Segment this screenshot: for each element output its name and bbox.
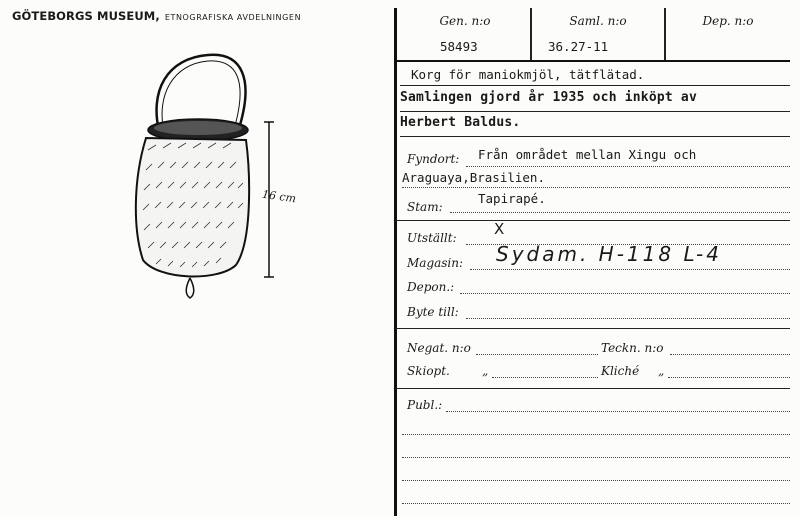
saml-number-label: Saml. n:o bbox=[569, 14, 627, 28]
utstallt-mark: X bbox=[494, 220, 505, 238]
publ-label: Publ.: bbox=[407, 398, 443, 412]
skiopt-label: Skiopt. bbox=[407, 364, 450, 378]
cliche-label: Kliché bbox=[601, 364, 640, 378]
depon-label: Depon.: bbox=[407, 280, 455, 294]
rule bbox=[396, 388, 790, 389]
skiopt-ditto: „ bbox=[482, 364, 489, 378]
utstallt-label: Utställt: bbox=[407, 231, 457, 245]
rule bbox=[400, 136, 790, 137]
dotted-line bbox=[402, 503, 790, 504]
fyndort-line-1: Från området mellan Xingu och bbox=[478, 147, 697, 162]
dotted-line bbox=[492, 377, 598, 378]
size-label: 16 cm bbox=[261, 187, 297, 206]
basket-drawing bbox=[128, 50, 328, 310]
dotted-line bbox=[476, 354, 598, 355]
dotted-line bbox=[402, 457, 790, 458]
rule bbox=[400, 85, 790, 86]
negat-label: Negat. n:o bbox=[407, 341, 471, 355]
description-line-3: Herbert Baldus. bbox=[400, 115, 521, 130]
fyndort-line-2: Araguaya,Brasilien. bbox=[402, 170, 545, 185]
dotted-line bbox=[670, 354, 790, 355]
gen-number-label: Gen. n:o bbox=[439, 14, 491, 28]
dotted-line bbox=[466, 318, 790, 319]
magasin-value: Sydam. H-118 L-4 bbox=[496, 242, 722, 266]
fyndort-label: Fyndort: bbox=[407, 152, 460, 166]
header-rule bbox=[396, 60, 790, 62]
dotted-line bbox=[402, 434, 790, 435]
dotted-line bbox=[450, 212, 790, 213]
dotted-line bbox=[470, 269, 790, 270]
museum-name: GÖTEBORGS MUSEUM, bbox=[12, 9, 160, 23]
dotted-line bbox=[402, 480, 790, 481]
stam-label: Stam: bbox=[407, 200, 443, 214]
department-name: ETNOGRAFISKA AVDELNINGEN bbox=[164, 13, 302, 22]
gen-number-value: 58493 bbox=[440, 39, 478, 54]
dep-number-label: Dep. n:o bbox=[702, 14, 754, 28]
dotted-line bbox=[402, 187, 790, 188]
museum-header bbox=[12, 9, 301, 23]
dotted-line bbox=[466, 166, 790, 167]
teckn-label: Teckn. n:o bbox=[601, 341, 664, 355]
byte-till-label: Byte till: bbox=[407, 305, 459, 319]
cliche-ditto: „ bbox=[658, 364, 665, 378]
saml-number-value: 36.27-11 bbox=[548, 39, 609, 54]
dotted-line bbox=[446, 411, 790, 412]
card-divider bbox=[394, 8, 397, 516]
rule bbox=[400, 111, 790, 112]
dotted-line bbox=[460, 293, 790, 294]
dotted-line bbox=[668, 377, 790, 378]
rule bbox=[396, 220, 790, 221]
magasin-label: Magasin: bbox=[407, 256, 464, 270]
description-line-1: Korg för maniokmjöl, tätflätad. bbox=[411, 67, 645, 82]
description-line-2: Samlingen gjord år 1935 och inköpt av bbox=[400, 90, 697, 105]
stam-value: Tapirapé. bbox=[478, 191, 546, 206]
rule bbox=[396, 328, 790, 329]
